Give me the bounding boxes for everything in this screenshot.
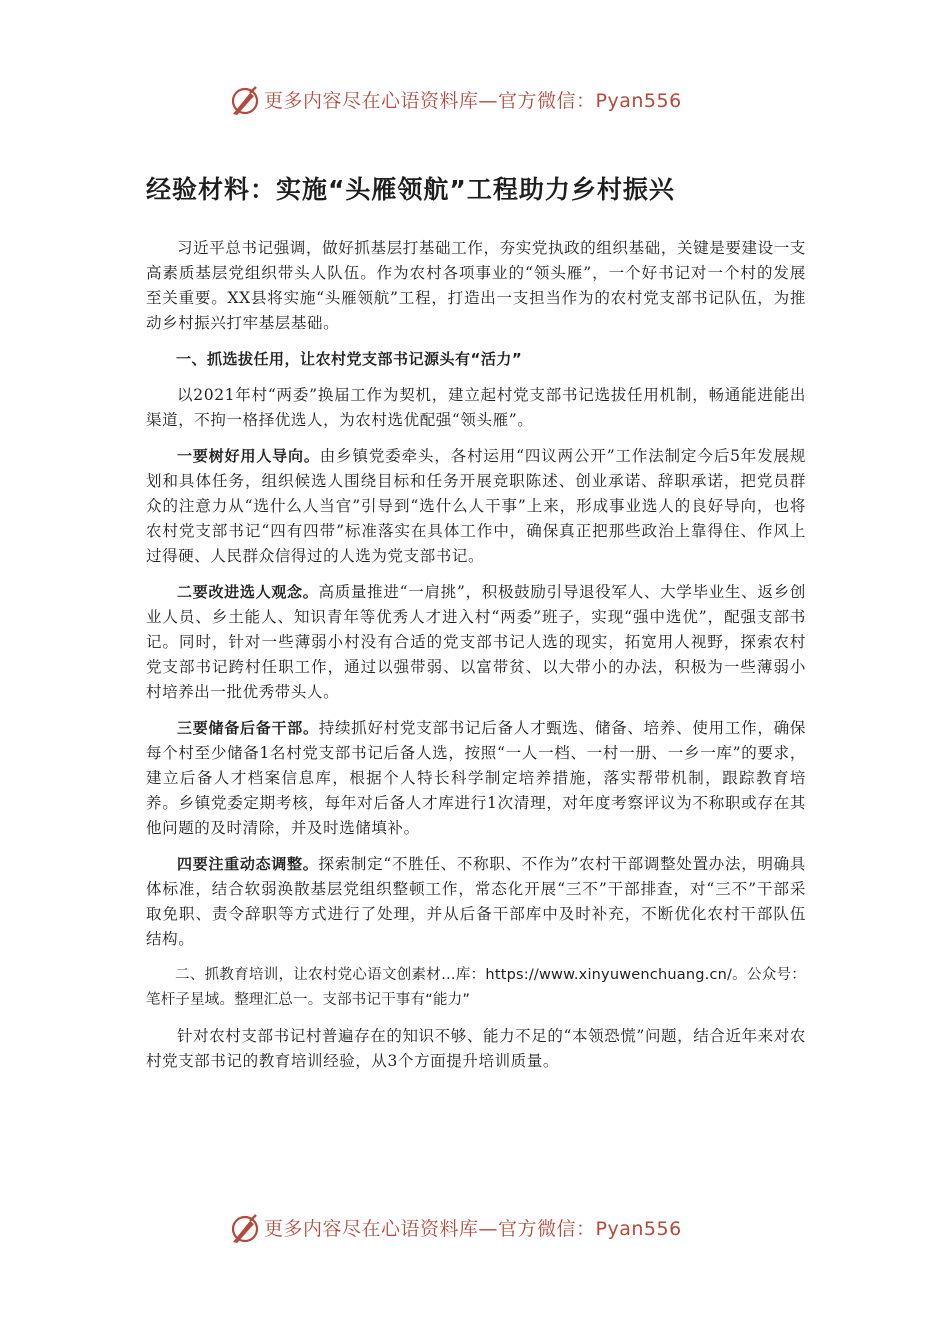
- item-body: 探索制定“不胜任、不称职、不作为”农村干部调整处置办法，明确具体标准，结合软弱涣散基层党组织整顿工作，常态化开展“三不”干部排查，对“三不”干部采取免职、责令辞职等方式进行了处理，并从后备干部库中及时补充，不断优化农村干部队伍结构。: [146, 855, 807, 948]
- section-1-heading: 一、抓选拔任用，让农村党支部书记源头有“活力”: [176, 350, 523, 368]
- item-paragraph: [146, 444, 806, 569]
- header-banner: [0, 80, 950, 124]
- banner-text: 更多内容尽在心语资料库—官方微信：Pyan556: [264, 90, 682, 112]
- section-2-intro: 针对农村支部书记村普遍存在的知识不够、能力不足的“本领恐慌”问题，结合近年来对农村党支部书记的教育培训经验，从3个方面提升培训质量。: [146, 1027, 806, 1070]
- item-body: 高质量推进“一肩挑”，积极鼓励引导退役军人、大学毕业生、返乡创业人员、乡土能人、知识青年等优秀人才进入村“两委”班子，实现“强中选优”，配强支部书记。同时，针对一些薄弱小村没有合适的党支部书记人选的现实，拓宽用人视野，探索农村党支部书记跨村任职工作，通过以强带弱、以富带贫、以大带小的办法，积极为一些薄弱小村培养出一批优秀带头人。: [146, 583, 807, 701]
- item-lead: 三要储备后备干部。: [177, 719, 319, 737]
- pen-circle-logo-icon: [228, 1212, 262, 1246]
- document-body: [146, 170, 806, 1074]
- item-lead: 四要注重动态调整。: [177, 855, 319, 873]
- section-1-intro: 以2021年村“两委”换届工作为契机，建立起村党支部书记选拔任用机制，畅通能进能出渠道，不拘一格择优选人，为农村选优配强“领头雁”。: [146, 386, 806, 429]
- document-title: 经验材料：实施“头雁领航”工程助力乡村振兴: [146, 175, 675, 204]
- item-paragraph: [146, 716, 806, 841]
- item-body: 由乡镇党委牵头，各村运用“四议两公开”工作法制定今后5年发展规划和具体任务，组织候选人围绕目标和任务开展竞职陈述、创业承诺、辞职承诺，把党员群众的注意力从“选什么人当官”引导到“选什么人干事”上来，形成事业选人的良好导向，也将农村党支部书记“四有四带”标准落实在具体工作中，确保真正把那些政治上靠得住、作风上过得硬、人民群众信得过的人选为党支部书记。: [146, 447, 807, 565]
- pen-circle-logo-icon: [228, 84, 262, 118]
- section-2-heading: 二、抓教育培训，让农村党心语文创素材…库：https://www.xinyuwenchuang.cn/。公众号：笔杆子星域。整理汇总一。支部书记干事有“能力”: [146, 967, 806, 1008]
- item-body: 持续抓好村党支部书记后备人才甄选、储备、培养、使用工作，确保每个村至少储备1名村党支部书记后备人选，按照“一人一档、一村一册、一乡一库”的要求，建立后备人才档案信息库，根据个人特长科学制定培养措施，落实帮带机制，跟踪教育培养。乡镇党委定期考核，每年对后备人才库进行1次清理，对年度考察评议为不称职或存在其他问题的及时清除，并及时选储填补。: [146, 719, 806, 837]
- footer-banner: [0, 1208, 950, 1252]
- intro-paragraph: 习近平总书记强调，做好抓基层打基础工作，夯实党执政的组织基础，关键是要建设一支高素质基层党组织带头人队伍。作为农村各项事业的“领头雁”，一个好书记对一个村的发展至关重要。XX县将实施“头雁领航”工程，打造出一支担当作为的农村党支部书记队伍，为推动乡村振兴打牢基层基础。: [146, 239, 806, 332]
- item-paragraph: [146, 580, 806, 705]
- banner-text: 更多内容尽在心语资料库—官方微信：Pyan556: [264, 1218, 682, 1240]
- item-lead: 二要改进选人观念。: [177, 583, 319, 601]
- item-lead: 一要树好用人导向。: [177, 447, 320, 465]
- item-paragraph: [146, 852, 806, 952]
